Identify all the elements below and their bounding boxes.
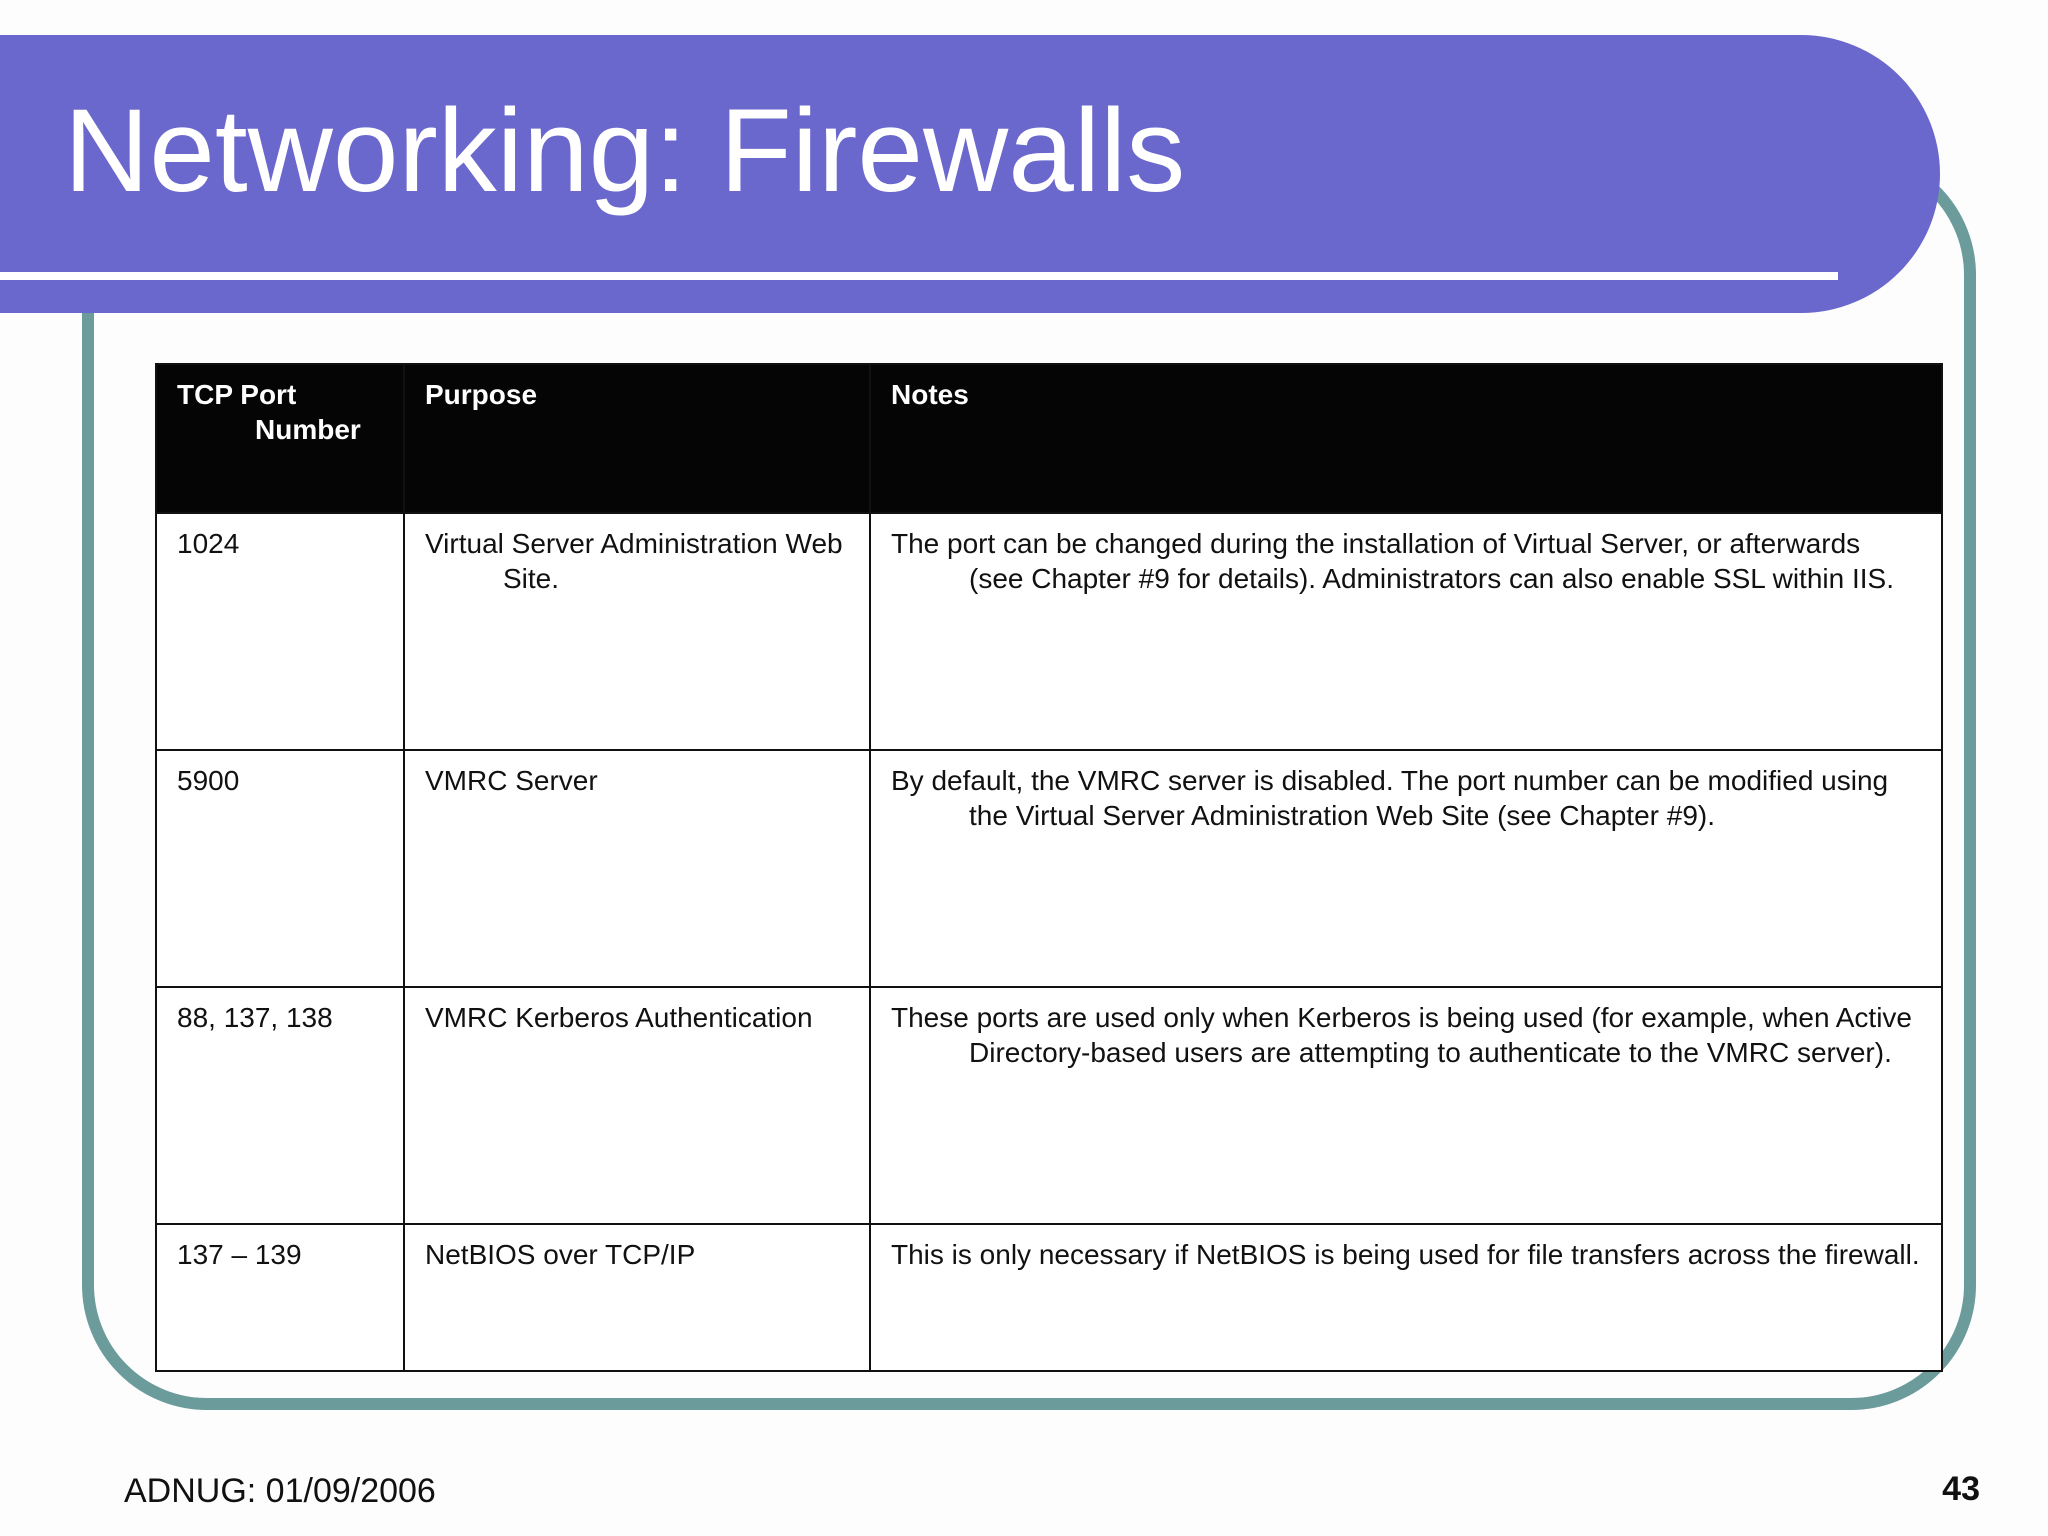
header-notes-label: Notes — [891, 379, 969, 410]
notes-cell — [870, 513, 1942, 750]
purpose-cell — [404, 1224, 870, 1371]
port-cell — [156, 987, 404, 1224]
port-cell — [156, 513, 404, 750]
port-value: 88, 137, 138 — [177, 1002, 333, 1033]
header-purpose — [404, 364, 870, 513]
firewall-ports-table — [155, 363, 1943, 1372]
purpose-value: NetBIOS over TCP/IP — [425, 1239, 696, 1270]
notes-value: These ports are used only when Kerberos is being used (for example, when Active Directory-based users are attempting to authenticate to the VMRC server). — [891, 1002, 1913, 1068]
port-cell — [156, 750, 404, 987]
port-value: 1024 — [177, 528, 240, 559]
footer-date: ADNUG: 01/09/2006 — [124, 1472, 436, 1510]
table-header-row — [156, 364, 1942, 513]
notes-value: This is only necessary if NetBIOS is being used for file transfers across the firewall. — [891, 1239, 1920, 1270]
port-cell — [156, 1224, 404, 1371]
title-divider — [0, 272, 1838, 280]
slide-title: Networking: Firewalls — [64, 85, 1186, 217]
port-value: 5900 — [177, 765, 240, 796]
purpose-cell — [404, 513, 870, 750]
purpose-cell — [404, 987, 870, 1224]
header-purpose-label: Purpose — [425, 379, 538, 410]
notes-value: By default, the VMRC server is disabled. The port number can be modified using the Virtual Server Administration Web Site (see Chapter #9). — [891, 765, 1889, 831]
header-notes — [870, 364, 1942, 513]
purpose-value: VMRC Kerberos Authentication — [425, 1002, 813, 1033]
table-row — [156, 1224, 1942, 1371]
notes-cell — [870, 750, 1942, 987]
page-number: 43 — [1942, 1470, 1980, 1508]
purpose-value: Virtual Server Administration Web Site. — [425, 528, 843, 594]
notes-cell — [870, 1224, 1942, 1371]
table-row — [156, 750, 1942, 987]
table-row — [156, 513, 1942, 750]
notes-cell — [870, 987, 1942, 1224]
purpose-value: VMRC Server — [425, 765, 598, 796]
header-tcp-port-number-label: TCP Port Number — [177, 379, 361, 445]
header-tcp-port-number — [156, 364, 404, 513]
port-value: 137 – 139 — [177, 1239, 302, 1270]
purpose-cell — [404, 750, 870, 987]
notes-value: The port can be changed during the installation of Virtual Server, or afterwards (see Chapter #9 for details). Administrators can also enable SSL within IIS. — [891, 528, 1894, 594]
table-row — [156, 987, 1942, 1224]
